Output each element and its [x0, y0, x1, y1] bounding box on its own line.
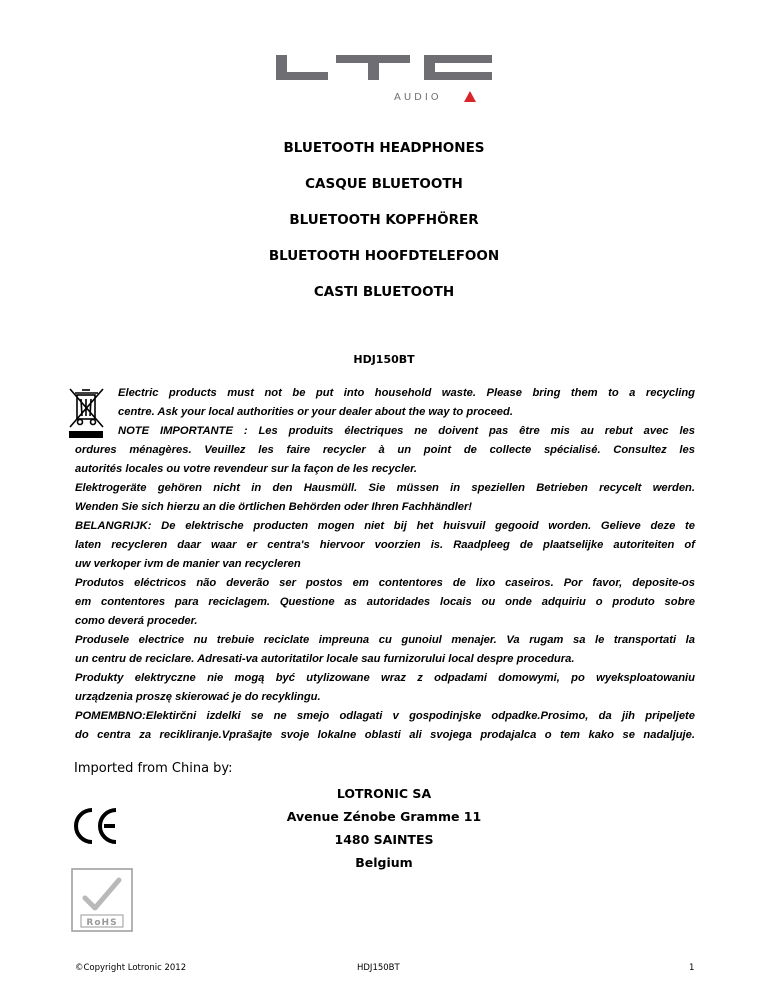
disposal-line: como deverá proceder. [75, 615, 198, 627]
disposal-line: em contentores para reciclagem. Questione as autoridades locais ou onde adquiriu o produto sobre [75, 596, 695, 608]
product-titles [0, 138, 768, 318]
disposal-line: urządzenia proszę skierować je do recyklingu. [75, 691, 321, 703]
disposal-line: centre. Ask your local authorities or your dealer about the way to proceed. [118, 406, 513, 418]
crossed-out-wheelie-bin-icon [67, 387, 107, 439]
disposal-line: BELANGRIJK: De elektrische producten mogen niet bij het huisvuil gegooid worden. Gelieve deze te [75, 520, 695, 532]
disposal-line: un centru de reciclare. Adresati-va autoritatilor locale sau furnizorului local despre procedura. [75, 653, 575, 665]
importer-name: LOTRONIC SA [336, 786, 432, 801]
importer-country: Belgium [355, 855, 413, 870]
imported-by-label: Imported from China by: [74, 761, 233, 776]
ltc-audio-logo [272, 52, 496, 108]
disposal-line: Produtos eléctricos não deverão ser postos em contentores de lixo caseiros. Por favor, deposite-os [75, 577, 695, 589]
logo-subline: AUDIO [394, 92, 442, 103]
disposal-line: Produsele electrice nu trebuie reciclate impreuna cu gunoiul menajer. Va rugam sa le transportati la [75, 634, 695, 646]
footer-copyright: ©Copyright Lotronic 2012 [75, 963, 187, 973]
disposal-line: NOTE IMPORTANTE : Les produits électriques ne doivent pas être mis au rebut avec les [118, 425, 695, 437]
title-fr: CASQUE BLUETOOTH [305, 176, 463, 192]
disposal-line: laten recycleren daar waar er centra's hiervoor voorzien is. Raadpleeg de plaatselijke autoriteiten of [75, 539, 695, 551]
disposal-line: do centra za recikliranje.Vprašajte svoje lokalne oblasti ali svojega prodajalca o tem kako se nadaljuje. [75, 729, 695, 741]
footer-page-number: 1 [689, 963, 695, 973]
rohs-checkmark-icon [71, 868, 133, 932]
disposal-line: Wenden Sie sich hierzu an die örtlichen Behörden oder Ihren Fachhändler! [75, 501, 473, 513]
red-triangle-icon [464, 91, 476, 102]
ce-mark-icon [70, 806, 120, 846]
importer-street: Avenue Zénobe Gramme 11 [286, 809, 482, 824]
rohs-label: RoHS [86, 918, 118, 928]
title-nl: BLUETOOTH HOOFDTELEFOON [268, 248, 500, 264]
footer-model: HDJ150BT [357, 963, 400, 973]
disposal-line: Electric products must not be put into household waste. Please bring them to a recycling [118, 387, 695, 399]
disposal-line: autorités locales ou votre revendeur sur la façon de les recycler. [75, 463, 417, 475]
title-ro: CASTI BLUETOOTH [313, 284, 455, 300]
model-number: HDJ150BT [353, 353, 415, 366]
disposal-line: Elektrogeräte gehören nicht in den Hausmüll. Sie müssen in speziellen Betrieben recycelt werden. [75, 482, 695, 494]
importer-city: 1480 SAINTES [334, 832, 434, 847]
disposal-line: ordures ménagères. Veuillez les faire recycler à un point de collecte spécialisé. Consultez les [75, 444, 695, 456]
disposal-line: uw verkoper ivm de manier van recycleren [75, 558, 301, 570]
title-en: BLUETOOTH HEADPHONES [283, 140, 485, 156]
disposal-line: POMEMBNO:Elektirčni izdelki se ne smejo odlagati v gospodinjske odpadke.Prosimo, da jih pripeljete [75, 710, 695, 722]
disposal-line: Produkty elektryczne nie mogą być utylizowane wraz z odpadami domowymi, po wyeksploatowaniu [75, 672, 695, 684]
title-de: BLUETOOTH KOPFHÖRER [289, 212, 479, 228]
